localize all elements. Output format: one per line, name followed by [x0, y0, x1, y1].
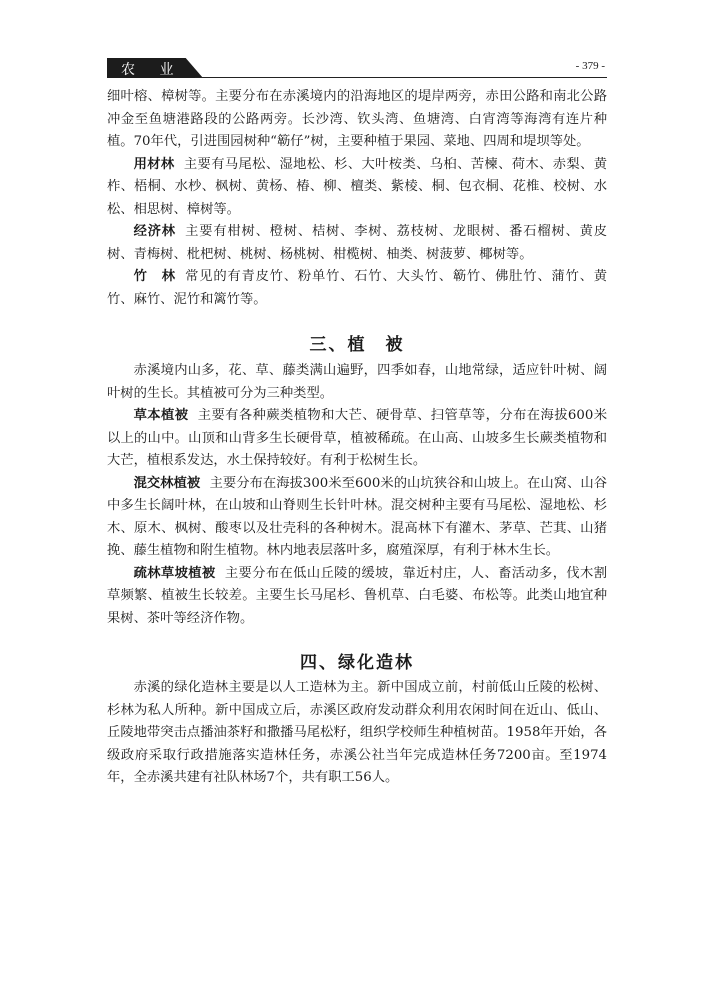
- term-label: 草本植被: [133, 408, 189, 423]
- forest-type-timber: [107, 154, 607, 222]
- vegetation-type-mixed-forest: [107, 473, 607, 563]
- section-heading-vegetation: 三、植 被: [309, 335, 405, 355]
- page-number: - 379 -: [575, 60, 605, 72]
- vegetation-type-sparse-grassland: [107, 563, 607, 631]
- intro-paragraph: 细叶榕、樟树等。主要分布在赤溪境内的沿海地区的堤岸两旁，赤田公路和南北公路冲金至鱼塘港路段的公路两旁。长沙湾、钦头湾、鱼塘湾、白宵湾等海湾有连片种植。70年代，引进围园树种“簕仔”树，主要种植于果园、菜地、四周和堤坝等处。: [107, 89, 607, 149]
- term-text: 主要分布在海拔300米至600米的山坑狭谷和山坡上。在山窝、山谷中多生长阔叶林，在山坡和山脊则生长针叶林。混交树种主要有马尾松、湿地松、杉木、原木、枫树、酸枣以及壮壳科的各种树木。混高林下有灌木、茅草、芒萁、山猪挽、藤生植物和附生植物。林内地表层落叶多，腐殖深厚，有利于林木生长。: [107, 475, 608, 558]
- term-label: 经济林: [133, 224, 176, 239]
- term-text: 主要有各种蕨类植物和大芒、硬骨草、扫管草等，分布在海拔600米以上的山中。山顶和山背多生长硬骨草，植被稀疏。在山高、山坡多生长蕨类植物和大芒，植根系发达，水土保持较好。有利于松树生长。: [107, 408, 607, 468]
- term-text: 主要有柑树、橙树、桔树、李树、荔枝树、龙眼树、番石榴树、黄皮树、青梅树、枇杷树、桃树、杨桃树、柑榄树、柚类、树菠萝、椰树等。: [107, 224, 608, 262]
- term-text: 常见的有青皮竹、粉单竹、石竹、大头竹、簕竹、佛肚竹、蒲竹、黄竹、麻竹、泥竹和篱竹等。: [107, 269, 608, 307]
- term-label: 用材林: [133, 156, 175, 172]
- page-body: [107, 86, 607, 790]
- chapter-title: 农 业: [121, 62, 184, 78]
- term-text: 主要分布在低山丘陵的缓坡，靠近村庄，人、畜活动多，伐木割草频繁、植被生长较差。主要生长马尾杉、鲁机草、白毛婆、布松等。此类山地宜种果树、茶叶等经济作物。: [107, 565, 608, 626]
- forest-type-bamboo: [107, 266, 607, 311]
- term-label: 混交林植被: [133, 475, 201, 491]
- vegetation-intro: 赤溪境内山多，花、草、藤类满山遍野，四季如春，山地常绿，适应针叶树、阔叶树的生长。其植被可分为三种类型。: [107, 363, 607, 401]
- afforestation-paragraph: 赤溪的绿化造林主要是以人工造林为主。新中国成立前，村前低山丘陵的松树、杉林为私人所种。新中国成立后，赤溪区政府发动群众利用农闲时间在近山、低山、丘陵地带突击点播油茶籽和撒播马尾松籽，组织学校师生种植树苗。1958年开始，各级政府采取行政措施落实造林任务，赤溪公社当年完成造林任务7200亩。至1974年，全赤溪共建有社队林场7个，共有职工56人。: [107, 680, 607, 785]
- header-rule: [195, 77, 607, 78]
- term-label: 竹 林: [133, 269, 176, 284]
- page-header: [107, 58, 607, 80]
- vegetation-type-herbaceous: [107, 405, 607, 473]
- forest-type-economic: [107, 221, 607, 266]
- term-label: 疏林草坡植被: [133, 565, 216, 581]
- term-text: 主要有马尾松、湿地松、杉、大叶桉类、乌桕、苦楝、荷木、赤梨、黄柞、梧桐、水杪、枫树、黄杨、椿、柳、檀类、紫棱、桐、包衣桐、花椎、校树、水松、相思树、樟树等。: [107, 156, 608, 217]
- section-heading-afforestation: 四、绿化造林: [300, 653, 414, 673]
